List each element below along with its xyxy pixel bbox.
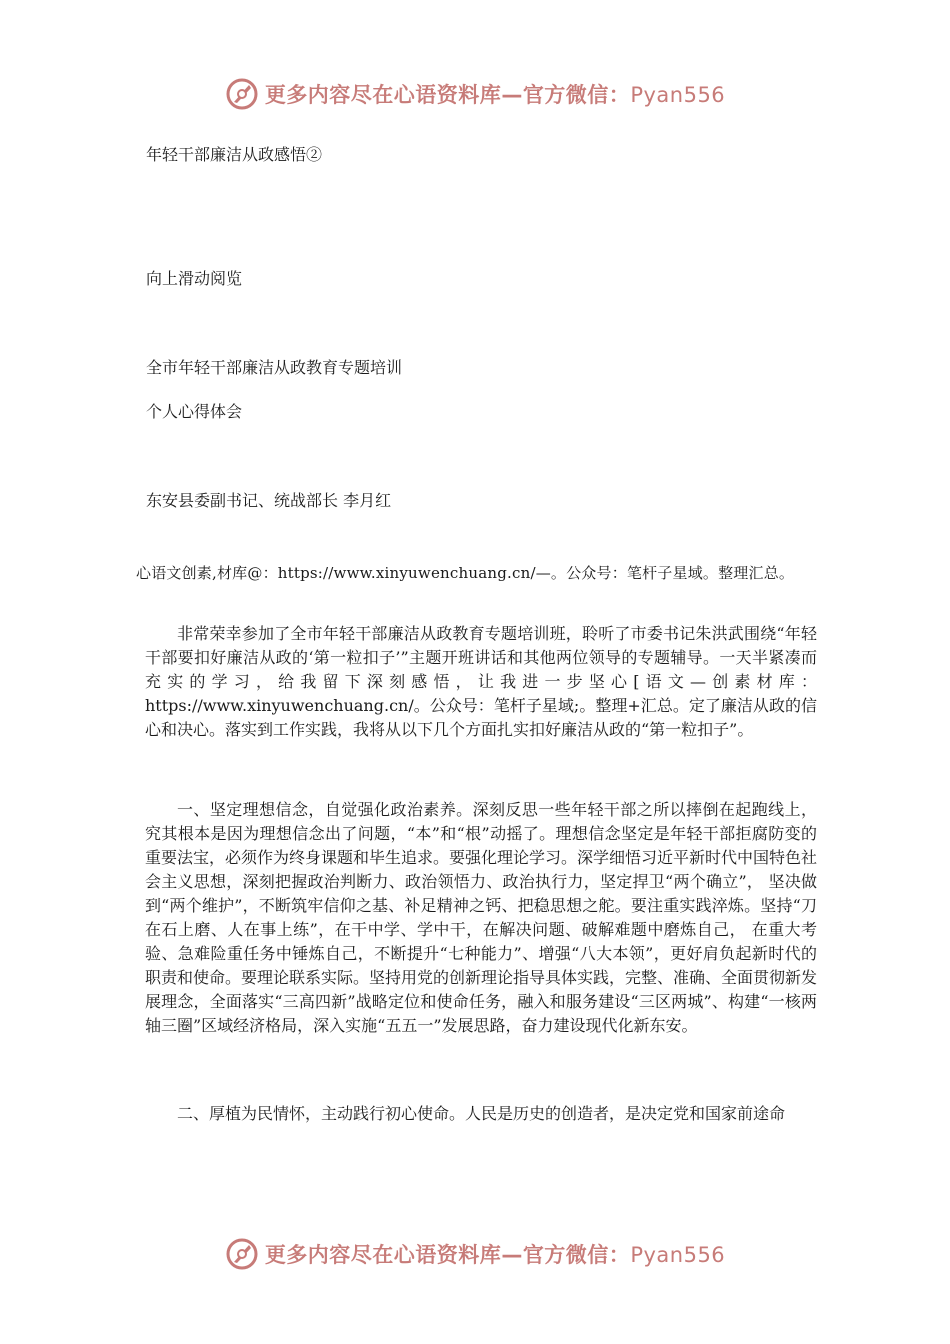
doc-title: 年轻干部廉洁从政感悟② [146, 145, 323, 164]
header-banner [0, 72, 950, 116]
paragraph-section-2: 二、厚植为民情怀，主动践行初心使命。人民是历史的创造者，是决定党和国家前途命 [177, 1104, 786, 1123]
footer-banner [0, 1232, 950, 1276]
banner-text: 更多内容尽在心语资料库—官方微信：Pyan556 [264, 83, 726, 107]
quill-logo-icon [225, 1237, 259, 1271]
banner-text: 更多内容尽在心语资料库—官方微信：Pyan556 [264, 1243, 726, 1267]
subtitle-line-1: 全市年轻干部廉洁从政教育专题培训 [146, 358, 403, 377]
paragraph-section-1: 一、坚定理想信念，自觉强化政治素养。深刻反思一些年轻干部之所以摔倒在起跑线上， 究其根本是因为理想信念出了问题，“本”和“根”动摇了。理想信念坚定是年轻干部拒腐防变的重要法宝，必须作为终身课题和毕生追求。要强化理论学习。深学细悟习近平新时代中国特色社会主义思想，深刻把握政治判断力、政治领悟力、政治执行力，坚定捍卫“两个确立”， 坚决做到“两个维护”，不断筑牢信仰之基、补足精神之钙、把稳思想之舵。要注重实践淬炼。坚持“刀在石上磨、人在事上练”，在干中学、学中干，在解决问题、破解难题中磨炼自己， 在重大考验、急难险重任务中锤炼自己，不断提升“七种能力”、增强“八大本领”，更好肩负起新时代的职责和使命。要理论联系实际。坚持用党的创新理论指导具体实践，完整、准确、全面贯彻新发展理念，全面落实“三高四新”战略定位和使命任务，融入和服务建设“三区两城”、构建“一核两轴三圈”区域经济格局，深入实施“五五一”发展思路，奋力建设现代化新东安。 [145, 800, 818, 1035]
paragraph-intro: 非常荣幸参加了全市年轻干部廉洁从政教育专题培训班，聆听了市委书记朱洪武围绕“年轻干部要扣好廉洁从政的‘第一粒扣子’”主题开班讲话和其他两位领导的专题辅导。一天半紧凑而充实的学习，给我留下深刻感悟，让我进一步坚心[语文—创素材库：https://www.xinyuwenchuang.cn/。公众号：笔杆子星域;。整理+汇总。定了廉洁从政的信心和决心。落实到工作实践，我将从以下几个方面扎实扣好廉洁从政的“第一粒扣子”。 [145, 624, 817, 739]
quill-logo-icon [225, 77, 259, 111]
source-note: 心语文创素,材库@：https://www.xinyuwenchuang.cn/—。公众号：笔杆子星域。整理汇总。 [136, 564, 795, 582]
author-line: 东安县委副书记、统战部长 李月红 [146, 491, 392, 510]
scroll-hint: 向上滑动阅览 [146, 269, 243, 288]
subtitle-line-2: 个人心得体会 [146, 402, 243, 421]
